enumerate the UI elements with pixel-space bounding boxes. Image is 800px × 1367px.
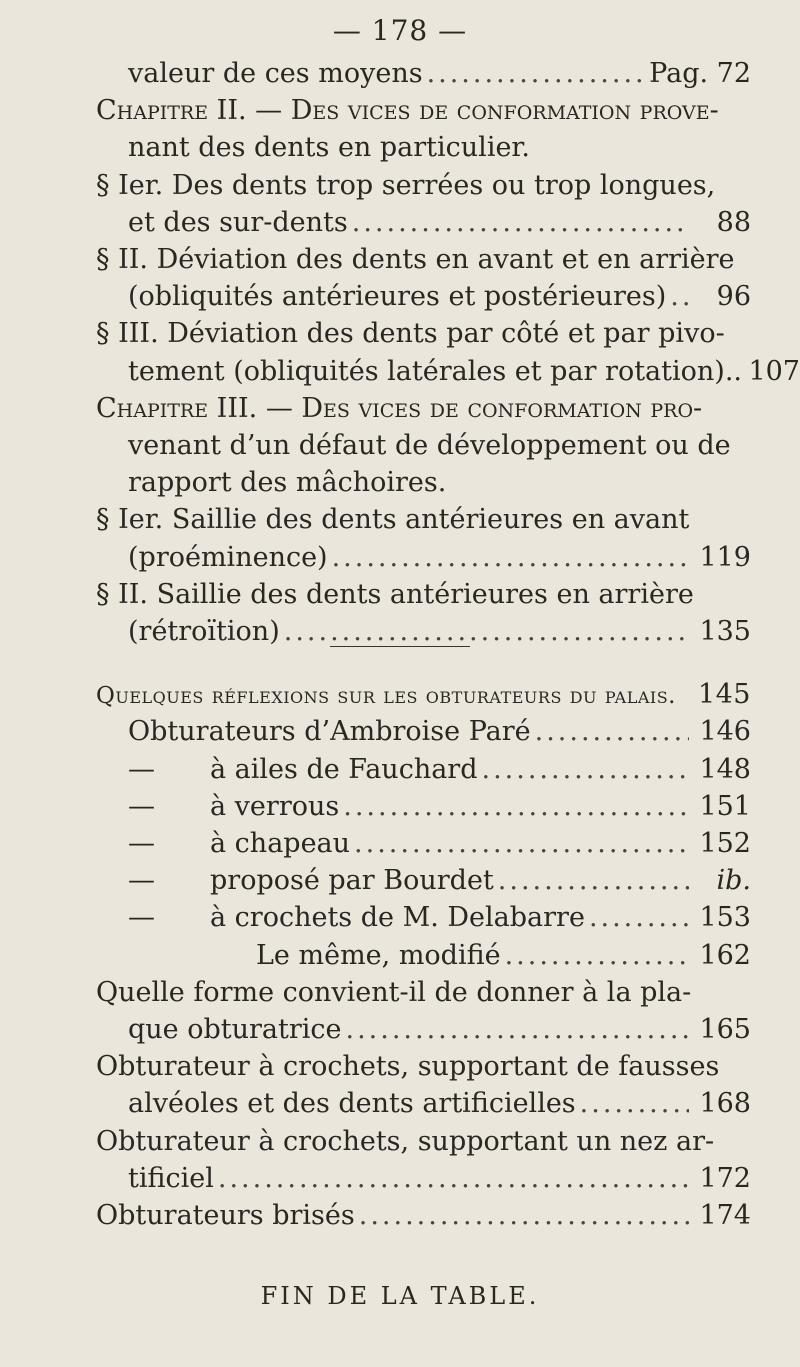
toc-entry-text: Chapitre III. — Des vices de conformation pro-: [96, 392, 703, 424]
page-number-header: — 178 —: [332, 14, 468, 47]
toc-section-4-line-2: [128, 539, 751, 577]
toc-page-number: Pag. 72: [649, 58, 751, 89]
toc-entry-modifie: [256, 937, 751, 975]
toc-entry-text: valeur de ces moyens: [128, 58, 423, 89]
leader-dots: [346, 1011, 689, 1049]
toc-page-number: 107: [748, 355, 800, 387]
ditto-dash: —: [128, 902, 155, 934]
toc-entry-verrous: [128, 788, 751, 826]
toc-page-number: 145: [697, 679, 751, 711]
toc-entry-text: alvéoles et des dents artificielles: [128, 1088, 576, 1120]
toc-page-number: 148: [699, 753, 751, 785]
toc-entry-text: à chapeau: [210, 828, 351, 859]
toc-entry-text: que obturatrice: [128, 1014, 342, 1045]
toc-entry-text: Obturateurs d’Ambroise Paré: [128, 716, 531, 748]
toc-entry-brises: [96, 1197, 751, 1235]
toc-entry-text: à ailes de Fauchard: [210, 753, 478, 785]
leader-dots: [343, 788, 689, 826]
leader-dots: [354, 825, 689, 863]
leader-dots: [218, 1160, 689, 1198]
toc-page-number: 88: [716, 206, 751, 238]
section-divider: [330, 646, 470, 647]
toc-section-2-line-1: [96, 241, 751, 279]
leader-dots: [359, 1197, 689, 1235]
toc-entry-fauchard: [128, 751, 751, 789]
leader-dots: [670, 278, 689, 316]
toc-entry-text: § Ier. Des dents trop serrées ou trop longues,: [96, 169, 716, 201]
toc-page-number: 168: [699, 1088, 751, 1120]
leader-dots: [589, 899, 689, 937]
ditto-dash: —: [128, 865, 155, 897]
leader-dots: [332, 539, 689, 577]
toc-entry-chapeau: [128, 825, 751, 863]
toc-page-number: 135: [699, 616, 751, 647]
toc-entry-text: § II. Saillie des dents antérieures en arrière: [96, 578, 694, 610]
toc-section-1-line-1: [96, 167, 751, 205]
toc-page-number: 153: [699, 902, 751, 934]
toc-entry-text: Quelques réflexions sur les obturateurs du palais.: [96, 683, 676, 710]
toc-page-number: 96: [716, 281, 751, 313]
toc-chapter-2-line-1: [96, 92, 751, 130]
toc-page-number: 172: [699, 1162, 751, 1194]
leader-dots: [535, 713, 689, 751]
ditto-dash: —: [128, 790, 155, 822]
toc-chapter-3-line-1: [96, 390, 751, 428]
toc-entry-obturateurs-pare: [128, 713, 751, 751]
toc-entry-text: et des sur-dents: [128, 206, 348, 238]
toc-page-number: 162: [699, 939, 751, 971]
leader-dots: [505, 937, 689, 975]
toc-entry-text: Quelle forme convient-il de donner à la pla-: [96, 976, 692, 1008]
toc-chapter-3-line-2: [128, 427, 751, 465]
toc-entry-text: Obturateurs brisés: [96, 1200, 355, 1231]
toc-page-number: ib.: [716, 865, 751, 897]
toc-entry-crochets-1-line-1: [96, 1048, 751, 1086]
toc-section-3-line-1: [96, 315, 751, 353]
toc-entry-text: tement (obliquités latérales et par rotation)..: [128, 355, 742, 387]
toc-section-3-line-2: [128, 353, 800, 391]
toc-entry-crochets-1-line-2: [128, 1085, 751, 1123]
toc-page-number: 165: [699, 1014, 751, 1045]
toc-section-2-line-2: [128, 278, 751, 316]
toc-section-5-line-1: [96, 576, 751, 614]
toc-entry-text: rapport des mâchoires.: [128, 467, 447, 499]
toc-page-number: 146: [699, 716, 751, 748]
leader-dots: [352, 204, 689, 242]
toc-entry-text: § III. Déviation des dents par côté et par pivo-: [96, 318, 725, 350]
toc-section-4-line-1: [96, 501, 751, 539]
toc-entry-text: venant d’un défaut de développement ou de: [128, 430, 731, 461]
toc-entry-text: (rétroïtion): [128, 616, 280, 647]
toc-entry-text: (proéminence): [128, 541, 328, 573]
toc-entry-delabarre: [128, 899, 751, 937]
toc-page-number: 151: [699, 790, 751, 822]
toc-page-number: 152: [699, 828, 751, 859]
leader-dots: [498, 862, 689, 900]
toc-entry-text: Obturateur à crochets, supportant un nez ar-: [96, 1125, 715, 1157]
toc-entry-valeur: [128, 55, 751, 93]
toc-section-1-line-2: [128, 204, 751, 242]
toc-entry-text: (obliquités antérieures et postérieures): [128, 281, 667, 313]
toc-page-number: 119: [699, 541, 751, 573]
toc-chapter-3-line-3: [128, 464, 751, 502]
toc-entry-text: proposé par Bourdet: [210, 865, 494, 897]
toc-entry-bourdet: [128, 862, 751, 900]
leader-dots: [427, 55, 646, 93]
toc-entry-text: § II. Déviation des dents en avant et en arrière: [96, 244, 735, 275]
toc-entry-crochets-2-line-2: [128, 1160, 751, 1198]
toc-entry-reflexions: [96, 676, 751, 715]
toc-entry-forme-line-2: [128, 1011, 751, 1049]
toc-entry-crochets-2-line-1: [96, 1123, 751, 1161]
toc-entry-text: § Ier. Saillie des dents antérieures en avant: [96, 504, 690, 536]
ditto-dash: —: [128, 828, 155, 859]
toc-entry-text: à verrous: [210, 790, 340, 822]
toc-entry-text: à crochets de M. Delabarre: [210, 902, 585, 934]
ditto-dash: —: [128, 753, 155, 785]
leader-dots: [580, 1085, 689, 1123]
end-of-table-text: FIN DE LA TABLE.: [260, 1282, 540, 1311]
toc-page-number: 174: [699, 1200, 751, 1231]
leader-dots: [482, 751, 690, 789]
toc-chapter-2-line-2: [128, 129, 751, 167]
toc-entry-text: Chapitre II. — Des vices de conformation prove-: [96, 95, 719, 127]
toc-entry-forme-line-1: [96, 974, 751, 1012]
toc-entry-text: Obturateur à crochets, supportant de fausses: [96, 1051, 720, 1083]
toc-entry-text: tificiel: [128, 1162, 214, 1194]
toc-entry-text: Le même, modifié: [256, 939, 501, 971]
toc-entry-text: nant des dents en particulier.: [128, 132, 530, 164]
